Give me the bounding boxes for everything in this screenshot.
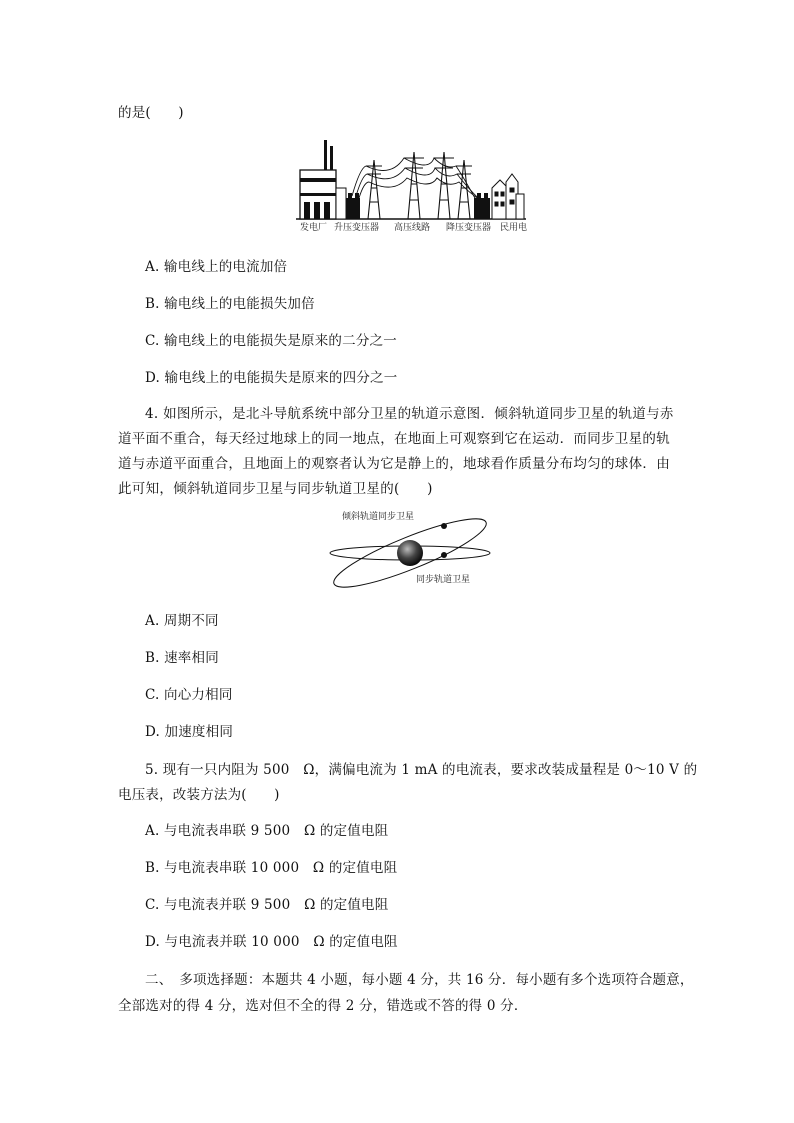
step-up-transformer-icon bbox=[346, 193, 360, 219]
label-step-down: 降压变压器 bbox=[446, 223, 492, 233]
inclined-satellite-icon bbox=[441, 523, 447, 529]
section2-heading-line1: 二、 多项选择题：本题共 4 小题，每小题 4 分，共 16 分．每小题有多个选项符合题意， bbox=[145, 972, 694, 988]
label-high-voltage-line: 高压线路 bbox=[394, 223, 431, 233]
residential-buildings-icon bbox=[492, 174, 524, 219]
earth-icon bbox=[397, 540, 423, 566]
q4-option-d: D. 加速度相同 bbox=[145, 724, 234, 740]
q3-option-d: D. 输电线上的电能损失是原来的四分之一 bbox=[145, 370, 398, 386]
q3-option-a: A. 输电线上的电流加倍 bbox=[145, 259, 288, 275]
q5-option-a: A. 与电流表串联 9 500 Ω 的定值电阻 bbox=[145, 823, 389, 839]
q4-stem: 4. 如图所示，是北斗导航系统中部分卫星的轨道示意图．倾斜轨道同步卫星的轨道与赤道平面不重合，每天经过地球上的同一地点，在地面上可观察到它在运动．而同步卫星的轨道与赤道平面重合，且地面上的观察者认为它是静上的，地球看作质量分布均匀的球体．由此可知，倾斜轨道同步卫星与同步轨道卫星的( ) bbox=[118, 406, 674, 497]
q4-option-a: A. 周期不同 bbox=[145, 613, 219, 629]
q5-option-d: D. 与电流表并联 10 000 Ω 的定值电阻 bbox=[145, 934, 398, 950]
q3-option-b: B. 输电线上的电能损失加倍 bbox=[145, 296, 315, 312]
power-plant-icon bbox=[300, 140, 346, 219]
section2-heading-line2: 全部选对的得 4 分，选对但不全的得 2 分，错选或不答的得 0 分． bbox=[118, 998, 528, 1014]
q3-option-c: C. 输电线上的电能损失是原来的二分之一 bbox=[145, 333, 397, 349]
label-residential: 民用电 bbox=[500, 223, 528, 233]
transmission-towers bbox=[366, 152, 472, 219]
label-geo-orbit-satellite: 同步轨道卫星 bbox=[416, 575, 471, 585]
q5-stem-line1: 5. 现有一只内阻为 500 Ω，满偏电流为 1 mA 的电流表，要求改装成量程是 0～10 V 的 bbox=[145, 762, 698, 778]
q3-stem-tail: 的是( ) bbox=[118, 105, 184, 121]
q5-option-b: B. 与电流表串联 10 000 Ω 的定值电阻 bbox=[145, 860, 398, 876]
q4-option-c: C. 向心力相同 bbox=[145, 687, 233, 703]
q5-stem-line2: 电压表，改装方法为( ) bbox=[118, 787, 280, 803]
q4-option-b: B. 速率相同 bbox=[145, 650, 219, 666]
label-step-up: 升压变压器 bbox=[334, 223, 380, 233]
power-transmission-figure bbox=[296, 138, 530, 234]
geo-satellite-icon bbox=[441, 552, 447, 558]
label-inclined-orbit-satellite: 倾斜轨道同步卫星 bbox=[342, 512, 415, 522]
satellite-orbit-figure bbox=[326, 506, 496, 594]
q5-option-c: C. 与电流表并联 9 500 Ω 的定值电阻 bbox=[145, 897, 389, 913]
label-power-plant: 发电厂 bbox=[300, 223, 328, 233]
